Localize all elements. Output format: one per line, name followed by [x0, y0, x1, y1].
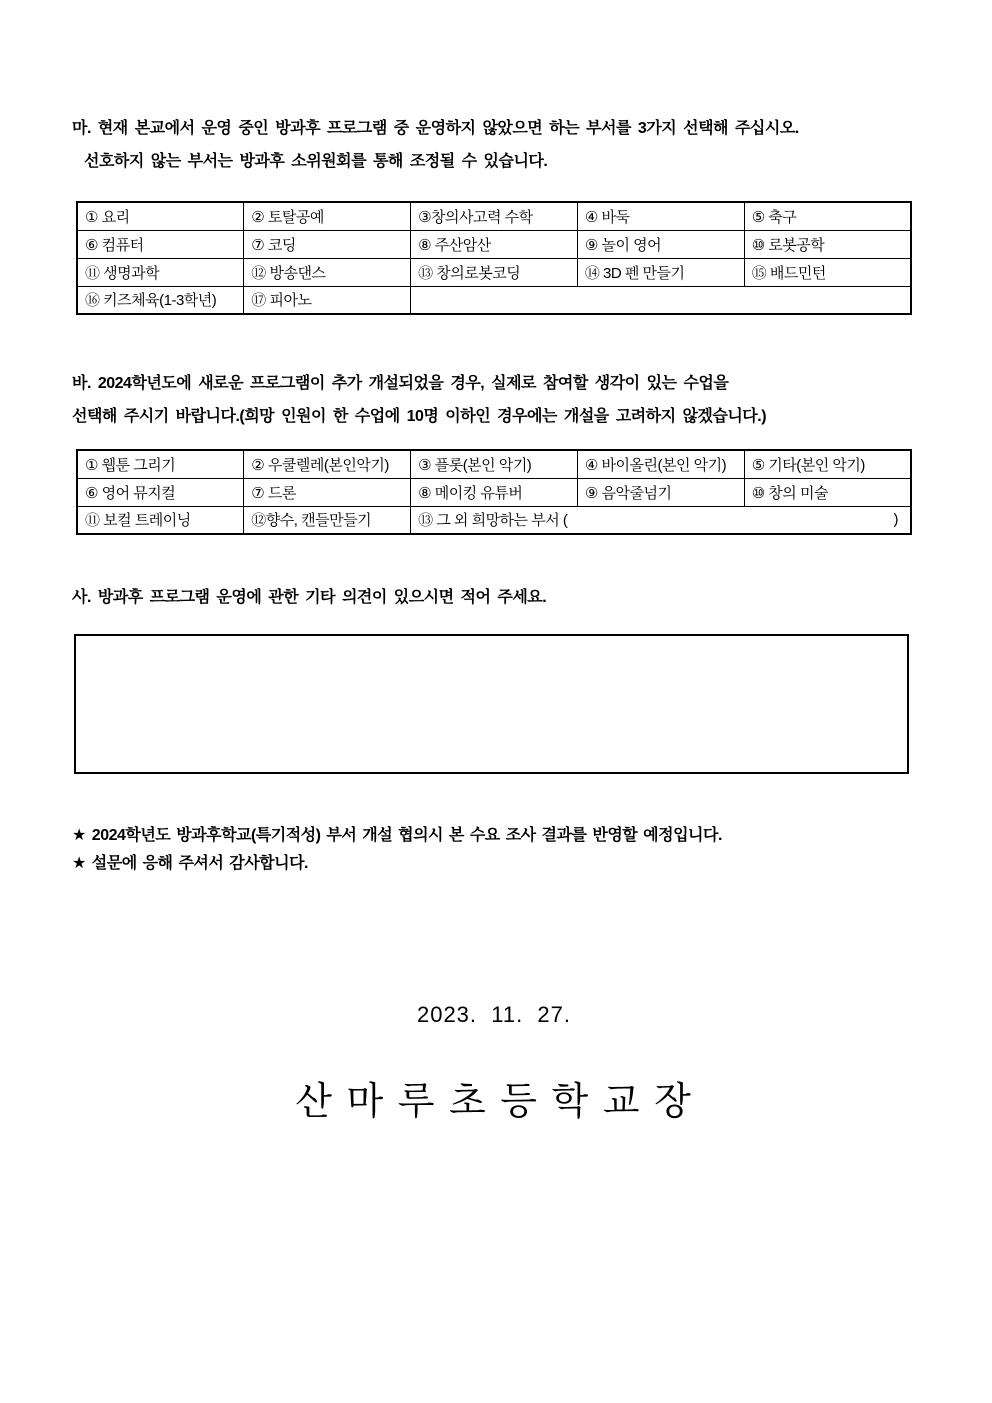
option-cell: ⑧ 주산암산 — [411, 230, 578, 258]
option-cell: ⑪ 생명과학 — [77, 258, 244, 286]
table-row — [77, 506, 911, 534]
question-sa-line1: 사. 방과후 프로그램 운영에 관한 기타 의견이 있으시면 적어 주세요. — [72, 589, 547, 606]
option-cell: ⑫향수, 캔들만들기 — [244, 506, 411, 534]
option-cell: ⑪ 보컬 트레이닝 — [77, 506, 244, 534]
question-ba — [72, 367, 916, 433]
closing-notes — [72, 822, 916, 878]
option-cell: ② 우쿨렐레(본인악기) — [244, 450, 411, 478]
table-row — [77, 230, 911, 258]
option-cell: ⑧ 메이킹 유튜버 — [411, 478, 578, 506]
table-new-programs — [76, 449, 912, 535]
question-ma — [72, 112, 916, 178]
option-cell: ⑨ 음악줄넘기 — [577, 478, 744, 506]
option-cell: ⑩ 창의 미술 — [744, 478, 911, 506]
table-row — [77, 286, 911, 314]
other-request-label: ⑬ 그 외 희망하는 부서 ( — [418, 512, 568, 530]
option-cell: ④ 바이올린(본인 악기) — [577, 450, 744, 478]
option-cell: ① 웹툰 그리기 — [77, 450, 244, 478]
option-cell: ⑦ 드론 — [244, 478, 411, 506]
other-request-close-paren: ) — [893, 511, 898, 529]
question-ma-line2: 선호하지 않는 부서는 방과후 소위원회를 통해 조정될 수 있습니다. — [84, 153, 548, 170]
option-cell: ⑥ 컴퓨터 — [77, 230, 244, 258]
empty-cell — [411, 286, 911, 314]
option-cell: ⑥ 영어 뮤지컬 — [77, 478, 244, 506]
option-cell: ⑨ 놀이 영어 — [577, 230, 744, 258]
option-cell: ③창의사고력 수학 — [411, 202, 578, 230]
note-reflect-results: ★ 2024학년도 방과후학교(특기적성) 부서 개설 협의시 본 수요 조사 결과를 반영할 예정입니다. — [72, 827, 722, 844]
question-ba-line1: 바. 2024학년도에 새로운 프로그램이 추가 개설되었을 경우, 실제로 참여할 생각이 있는 수업을 — [72, 375, 729, 392]
table-current-programs — [76, 201, 912, 315]
table-row — [77, 202, 911, 230]
option-cell: ⑦ 코딩 — [244, 230, 411, 258]
option-cell: ⑤ 기타(본인 악기) — [744, 450, 911, 478]
option-cell: ① 요리 — [77, 202, 244, 230]
option-cell: ② 토탈공예 — [244, 202, 411, 230]
principal-signature: 산 마 루 초 등 학 교 장 — [295, 1081, 693, 1123]
table-row — [77, 478, 911, 506]
option-cell: ⑮ 배드민턴 — [744, 258, 911, 286]
question-sa — [72, 581, 916, 614]
option-cell: ③ 플롯(본인 악기) — [411, 450, 578, 478]
option-cell: ⑩ 로봇공학 — [744, 230, 911, 258]
other-request-cell — [411, 506, 911, 534]
question-ba-line2: 선택해 주시기 바랍니다.(희망 인원이 한 수업에 10명 이하인 경우에는 개설을 고려하지 않겠습니다.) — [72, 408, 767, 425]
option-cell: ⑭ 3D 펜 만들기 — [577, 258, 744, 286]
option-cell: ⑫ 방송댄스 — [244, 258, 411, 286]
option-cell: ④ 바둑 — [577, 202, 744, 230]
option-cell: ⑬ 창의로봇코딩 — [411, 258, 578, 286]
comment-input-box[interactable] — [74, 634, 909, 774]
table-row — [77, 450, 911, 478]
option-cell: ⑯ 키즈체육(1-3학년) — [77, 286, 244, 314]
option-cell: ⑰ 피아노 — [244, 286, 411, 314]
document-date: 2023. 11. 27. — [416, 1002, 572, 1027]
option-cell: ⑤ 축구 — [744, 202, 911, 230]
question-ma-line1: 마. 현재 본교에서 운영 중인 방과후 프로그램 중 운영하지 않았으면 하는 부서를 3가지 선택해 주십시오. — [72, 120, 799, 137]
note-thanks: ★ 설문에 응해 주셔서 감사합니다. — [72, 855, 308, 872]
table-row — [77, 258, 911, 286]
